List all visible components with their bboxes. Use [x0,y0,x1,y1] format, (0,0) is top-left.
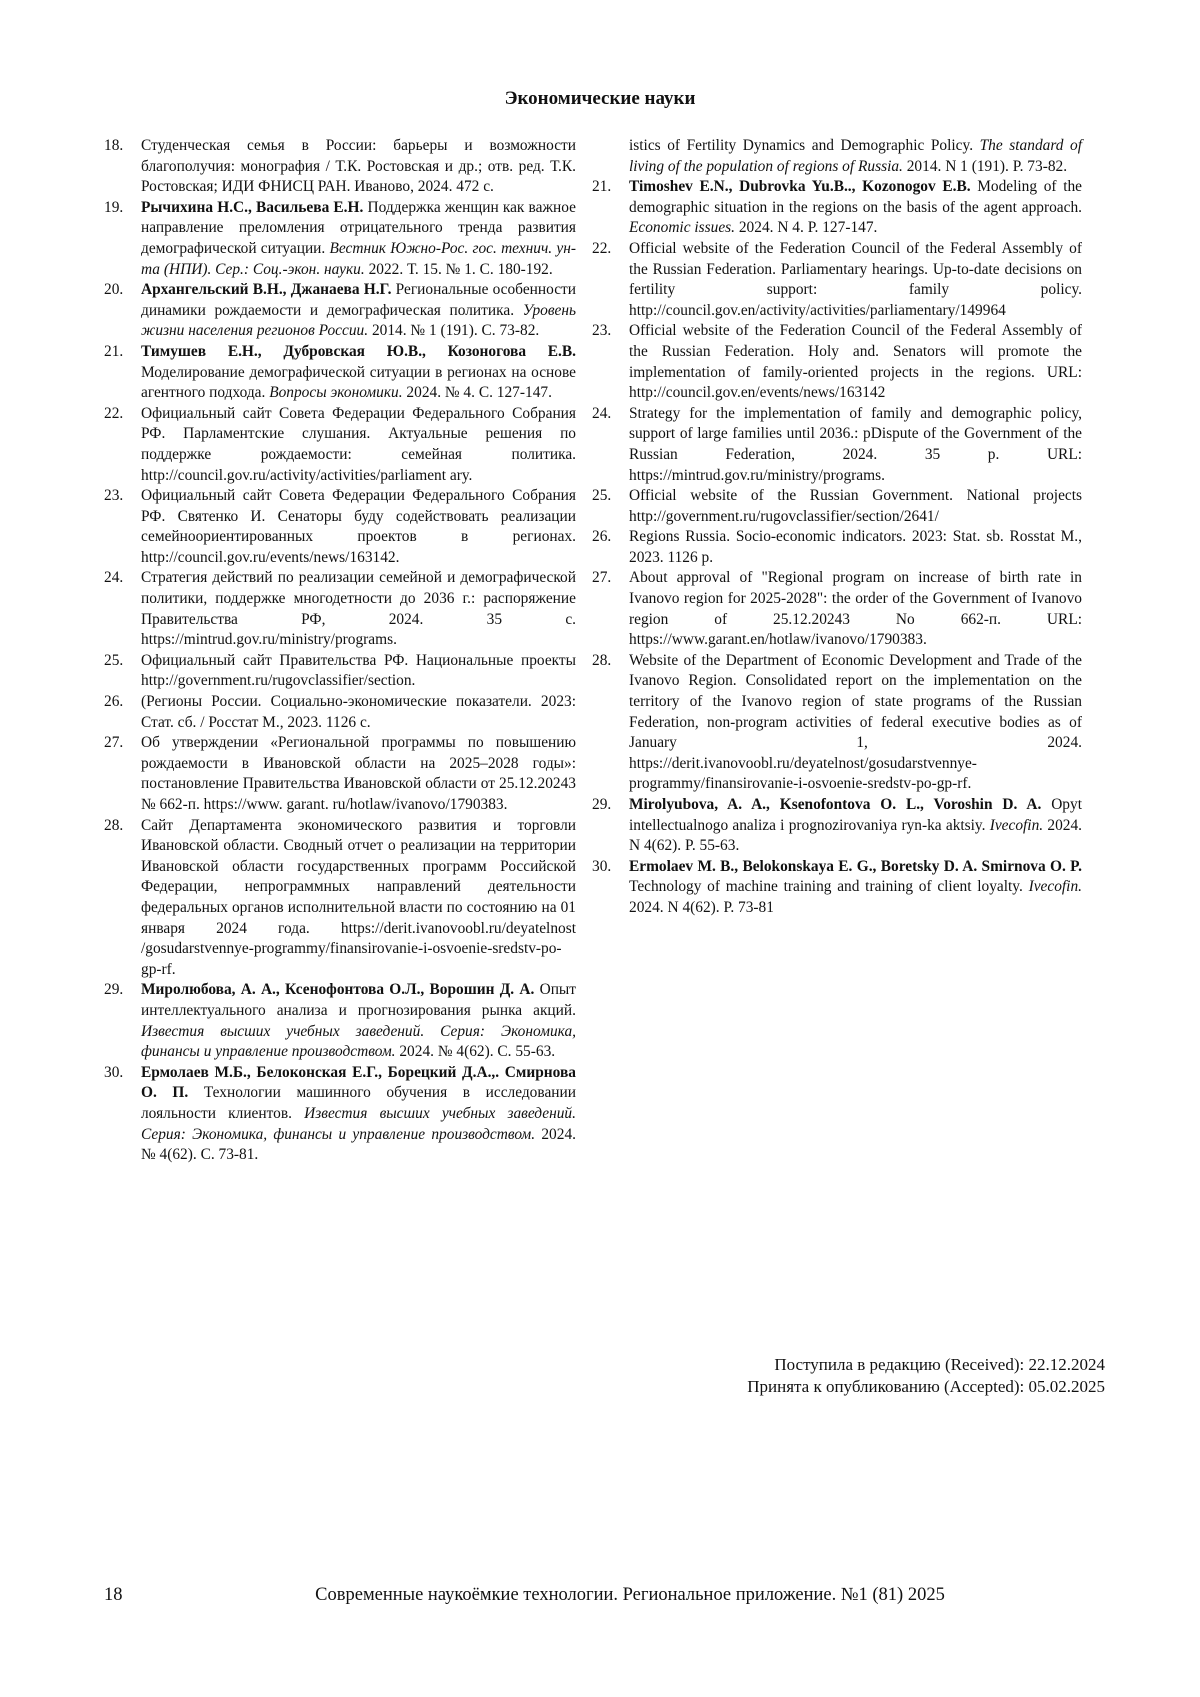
reference-item [592,321,1082,403]
reference-authors: Timoshev E.N., Dubrovka Yu.B.., Kozonogov E.B. [629,178,971,196]
reference-title: Opyt intellectualnogo analiza i prognozirovaniya ryn-ka aktsiy. [629,796,1082,834]
reference-source: Вопросы экономики. [269,384,403,402]
reference-title: About approval of "Regional program on increase of birth rate in Ivanovo region for 2025-2028": the order of the Government of Ivanovo region of 25.12.20243 No 662-п. URL: https://www.garant.en/hotlaw/ivanovo/1790383. [629,569,1082,649]
reference-title: Стратегия действий по реализации семейной и демографической политики, поддержке многодетности до 2036 г.: распоряжение Правительства РФ, 2024. 35 с. https://mintrud.gov.ru/ministry/programs. [141,569,576,649]
received-date: Поступила в редакцию (Received): 22.12.2024 [774,1355,1105,1374]
reference-text [141,651,576,692]
accepted-date: Принята к опубликованию (Accepted): 05.02.2025 [747,1377,1105,1396]
reference-item [104,733,576,815]
reference-source: Economic issues. [629,219,736,237]
reference-title: Официальный сайт Совета Федерации Федерального Собрания РФ. Парламентские слушания. Актуальные решения по поддержке рождаемости: семейная политика. http://council.gov.ru/activity/activities/parliament ary. [141,404,576,484]
reference-text [141,136,576,198]
reference-text [629,568,1082,650]
reference-title: Официальный сайт Правительства РФ. Национальные проекты http://government.ru/rugovclassifier/section. [141,651,576,690]
reference-title: Regions Russia. Socio-economic indicators. 2023: Stat. sb. Rosstat M., 2023. 1126 p. [629,528,1082,566]
reference-item [104,198,576,280]
reference-details: 2014. N 1 (191). P. 73-82. [902,157,1068,175]
reference-authors: Тимушев Е.Н., Дубровская Ю.В., Козоногова Е.В. [141,342,576,360]
reference-number: 30. [592,857,612,875]
reference-number: 29. [592,796,612,813]
reference-source: Вестник Южно-Рос. гос. технич. ун-та (НПИ). Сер.: Соц.-экон. науки. [141,239,576,278]
reference-item [104,342,576,404]
reference-number: 24. [592,404,612,422]
reference-details: 2024. N 4(62). P. 73-81 [629,898,774,916]
reference-item [104,816,576,981]
reference-details: 2024. № 4(62). С. 73-81. [141,1125,576,1164]
reference-title: istics of Fertility Dynamics and Demographic Policy. [629,137,980,154]
reference-number: 21. [104,342,124,360]
reference-item [592,177,1082,239]
reference-text [141,568,576,650]
reference-number: 25. [592,487,612,505]
reference-item [592,568,1082,650]
reference-title: Опыт интеллектуального анализа и прогнозирования рынка акций. [141,981,576,1019]
reference-title: Моделирование демографической ситуации в регионах на основе агентного подхода. [141,363,576,402]
reference-text [141,486,576,568]
reference-title: Strategy for the implementation of family and demographic policy, support of large families until 2036.: pDispute of the Government of the Russian Federation, 2024. 35 p. URL: https://mintrud.gov.ru/ministry/programs. [629,404,1082,484]
references-column-right [592,136,1082,919]
reference-authors: Ермолаев М.Б., Белоконская Е.Г., Борецкий Д.А.,. Смирнова О. П. [141,1063,576,1102]
reference-authors: Рычихина Н.С., Васильева Е.Н. [141,198,364,216]
reference-title: (Регионы России. Социально-экономические показатели. 2023: Стат. сб. / Росстат М., 2023. 1126 с. [141,693,576,731]
reference-item [592,404,1082,486]
reference-text [629,486,1082,527]
reference-text [141,980,576,1062]
reference-list-ru [104,136,576,1166]
reference-authors: Миролюбова, А. А., Ксенофонтова О.Л., Ворошин Д. А. [141,981,535,999]
reference-item [592,651,1082,795]
reference-text [141,342,576,404]
reference-text [141,1063,576,1166]
reference-source: Уровень жизни населения регионов России. [141,301,576,340]
reference-title: Technology of machine training and training of client loyalty. [629,878,1029,896]
reference-title: Сайт Департамента экономического развития и торговли Ивановской области. Сводный отчет о реализации на территории Ивановской области государственных программ Российской Федерации, непрограммных направлений деятельности федеральных органов исполнительной власти по состоянию на 01 января 2024 года. https://derit.ivanovoobl.ru/deyatelnost /gosudarstvennye-programmy/finansirovanie-i-osvoenie-sredstv-po-gp-rf. [141,816,576,978]
submission-dates [747,1354,1105,1398]
reference-title: Official website of the Federation Council of the Federal Assembly of the Russian Federation. Parliamentary hearings. Up-to-date decisions on fertility support: family policy. http://council.gov.en/activity/activities/parliamentary/149964 [629,239,1082,319]
reference-number: 23. [592,322,612,340]
reference-item [104,280,576,342]
reference-text [629,239,1082,321]
reference-text [629,321,1082,403]
reference-text [629,857,1082,919]
references-column-left [104,136,576,1166]
reference-authors: Mirolyubova, A. A., Ksenofontova O. L., Voroshin D. A. [629,796,1042,813]
reference-number: 24. [104,569,124,587]
reference-title: Website of the Department of Economic Development and Trade of the Ivanovo Region. Consolidated report on the implementation on the territory of the Ivanovo region of state programs of the Russian Federation, non-program activities of federal executive bodies as of January 1, 2024. https://derit.ivanovoobl.ru/deyatelnost/gosudarstvennye-programmy/finansirovanie-i-osvoenie-sredstv-po-gp-rf. [629,651,1082,793]
reference-number: 27. [104,734,124,752]
reference-text [629,177,1082,239]
reference-text [141,816,576,981]
reference-number: 26. [592,528,612,546]
reference-title: Official website of the Federation Council of the Federal Assembly of the Russian Federation. Holy and. Senators will promote the implementation of family-oriented projects in the regions. URL: http://council.gov.en/events/news/163142 [629,322,1082,402]
reference-item [104,651,576,692]
reference-number: 26. [104,693,124,711]
reference-source: Ivecofin. [1028,878,1082,896]
reference-number: 28. [592,651,612,669]
reference-text [629,651,1082,795]
reference-details: 2024. № 4(62). С. 55-63. [395,1043,556,1061]
reference-item [104,404,576,486]
reference-title: Региональные особенности динамики рождаемости и демографическая политика. [141,281,576,319]
reference-item [592,136,1082,177]
reference-text [141,404,576,486]
reference-text [629,527,1082,568]
reference-title: Официальный сайт Совета Федерации Федерального Собрания РФ. Святенко И. Сенаторы буду содействовать реализации семейноориентированных проектов в регионах. http://council.gov.ru/events/news/163142. [141,487,576,566]
reference-title: Поддержка женщин как важное направление преломления отрицательного тренда развития демографической ситуации. [141,198,577,257]
reference-text [629,795,1082,857]
reference-text [141,733,576,815]
reference-item [592,527,1082,568]
reference-title: Official website of the Russian Government. National projects http://government.ru/rugovclassifier/section/2641/ [629,487,1082,525]
reference-title: Студенческая семья в России: барьеры и возможности благополучия: монография / Т.К. Ростовская и др.; отв. ред. Т.К. Ростовская; ИДИ ФНИСЦ РАН. Иваново, 2024. 472 с. [141,137,576,196]
reference-source: Ivecofin. [989,816,1044,834]
reference-number: 29. [104,981,124,999]
reference-item [592,486,1082,527]
reference-title: Технологии машинного обучения в исследовании лояльности клиентов. [141,1084,576,1122]
reference-item [104,1063,576,1166]
page-number: 18 [104,1585,123,1605]
reference-title: Modeling of the demographic situation in the regions on the basis of the agent approach. [629,178,1083,216]
reference-details: 2024. N 4. P. 127-147. [735,219,878,237]
reference-number [592,136,629,177]
reference-item [104,980,576,1062]
reference-number: 20. [104,281,124,299]
reference-number: 30. [104,1063,124,1081]
reference-text [141,198,576,280]
reference-text [629,404,1082,486]
reference-number: 28. [104,816,124,834]
reference-number: 22. [592,239,612,257]
reference-item [104,568,576,650]
reference-text [141,692,576,733]
reference-item [592,857,1082,919]
reference-source: Известия высших учебных заведений. Серия: Экономика, финансы и управление производством. [141,1022,576,1061]
reference-number: 27. [592,569,612,587]
reference-source: The standard of living of the population of regions of Russia. [629,137,1082,175]
reference-title: Об утверждении «Региональной программы по повышению рождаемости в Ивановской области на 2025–2028 годы»: постановление Правительства Ивановской области от 25.12.20243 № 662-п. https://www. garant. ru/hotlaw/ivanovo/1790383. [141,734,576,813]
reference-details: 2014. № 1 (191). С. 73-82. [368,322,540,340]
reference-item [592,239,1082,321]
reference-number: 23. [104,487,124,505]
reference-details: 2022. Т. 15. № 1. С. 180-192. [364,260,553,278]
reference-item [104,692,576,733]
reference-text [629,136,1082,177]
section-header: Экономические науки [504,88,696,109]
reference-list-en [592,136,1082,919]
reference-number: 21. [592,178,612,196]
reference-number: 19. [104,198,124,216]
reference-text [141,280,576,342]
reference-number: 25. [104,651,124,669]
reference-number: 18. [104,137,124,154]
reference-details: 2024. N 4(62). P. 55-63. [629,816,1082,855]
reference-number: 22. [104,404,124,422]
reference-item [104,486,576,568]
reference-authors: Ermolaev M. B., Belokonskaya E. G., Boretsky D. A. Smirnova O. P. [629,857,1082,875]
reference-authors: Архангельский В.Н., Джанаева Н.Г. [141,281,392,299]
reference-details: 2024. № 4. С. 127-147. [402,384,552,402]
reference-item [592,795,1082,857]
reference-source: Известия высших учебных заведений. Серия: Экономика, финансы и управление производством. [141,1104,576,1143]
journal-title: Современные наукоёмкие технологии. Региональное приложение. №1 (81) 2025 [315,1585,945,1605]
reference-item [104,136,576,198]
